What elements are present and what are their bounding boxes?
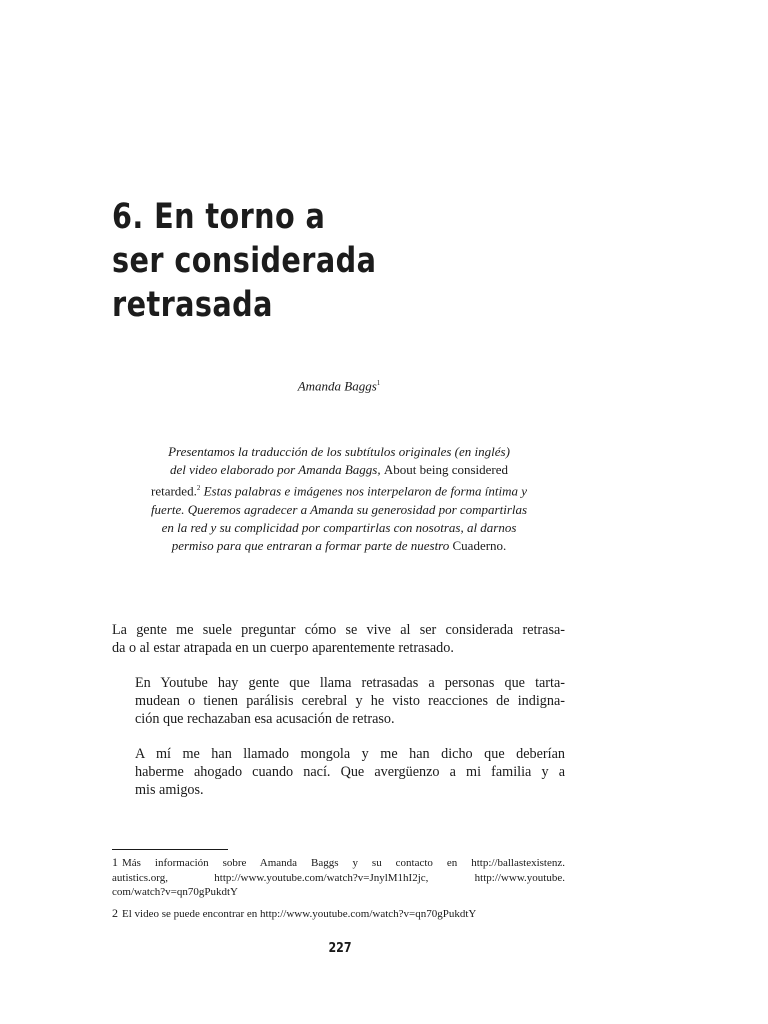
abstract-text: del video elaborado por Amanda Baggs, xyxy=(169,462,384,478)
footnotes xyxy=(112,855,565,927)
footnote-number: 1 xyxy=(112,855,118,869)
footnote-line xyxy=(112,906,565,922)
author-byline xyxy=(112,374,566,395)
abstract-line: Presentamos la traducción de los subtítulos originales (en inglés) xyxy=(168,444,510,459)
footnote xyxy=(112,906,565,922)
body-line: En Youtube hay gente que llama retrasadas a personas que tarta- xyxy=(135,675,565,691)
chapter-title-line: retrasada xyxy=(112,285,273,325)
footnote-divider xyxy=(112,849,228,850)
body-line: haberme ahogado cuando nací. Que avergüenzo a mi familia y a xyxy=(135,764,565,780)
chapter-abstract xyxy=(112,443,566,556)
video-title-end: retarded. xyxy=(150,483,197,499)
footnote xyxy=(112,855,565,900)
footnote-text: El video se puede encontrar en http://www.youtube.com/watch?v=qn70gPukdtY xyxy=(122,907,477,920)
abstract-footnote-ref: 2 xyxy=(196,484,201,493)
author-footnote-ref: 1 xyxy=(376,379,381,387)
body-line: da o al estar atrapada en un cuerpo aparentemente retrasado. xyxy=(112,640,454,656)
abstract-line xyxy=(112,479,566,501)
abstract-line: en la red y su complicidad por compartirlas con nosotras, al darnos xyxy=(161,520,517,536)
chapter-title xyxy=(112,195,456,327)
page-number: 227 xyxy=(328,941,352,956)
abstract-line xyxy=(112,461,566,479)
footnote-text: Más información sobre Amanda Baggs y su contacto en http://ballastexistenz. xyxy=(122,857,565,869)
body-line: mudean o tienen parálisis cerebral y he visto reacciones de indigna- xyxy=(135,693,565,709)
abstract-text: permiso para que entraran a formar parte de nuestro xyxy=(171,538,453,554)
body-line: A mí me han llamado mongola y me han dicho que deberían xyxy=(135,746,565,762)
chapter-title-line: 6. En torno a xyxy=(112,197,326,237)
body-line: La gente me suele preguntar cómo se vive al ser considerada retrasa- xyxy=(112,622,565,638)
video-title: About being considered xyxy=(383,462,509,478)
body-line: ción que rechazaban esa acusación de retraso. xyxy=(135,711,395,727)
body-paragraph xyxy=(112,674,565,728)
abstract-line: fuerte. Queremos agradecer a Amanda su generosidad por compartirlas xyxy=(150,501,528,517)
body-text xyxy=(112,621,565,816)
footnote-line: autistics.org, http://www.youtube.com/watch?v=JnylM1hI2jc, http://www.youtube. xyxy=(112,871,565,884)
chapter-title-line: ser considerada xyxy=(112,241,377,281)
body-paragraph xyxy=(112,621,565,657)
body-line: mis amigos. xyxy=(135,782,204,798)
abstract-text: Estas palabras e imágenes nos interpelaron de forma íntima y xyxy=(200,483,527,499)
abstract-line xyxy=(112,537,566,555)
footnote-line: com/watch?v=qn70gPukdtY xyxy=(112,886,238,898)
publication-title: Cuaderno. xyxy=(452,538,507,554)
body-paragraph xyxy=(112,745,565,799)
author-name: Amanda Baggs xyxy=(297,378,377,394)
footnote-number: 2 xyxy=(112,905,118,920)
footnote-line xyxy=(112,855,565,871)
